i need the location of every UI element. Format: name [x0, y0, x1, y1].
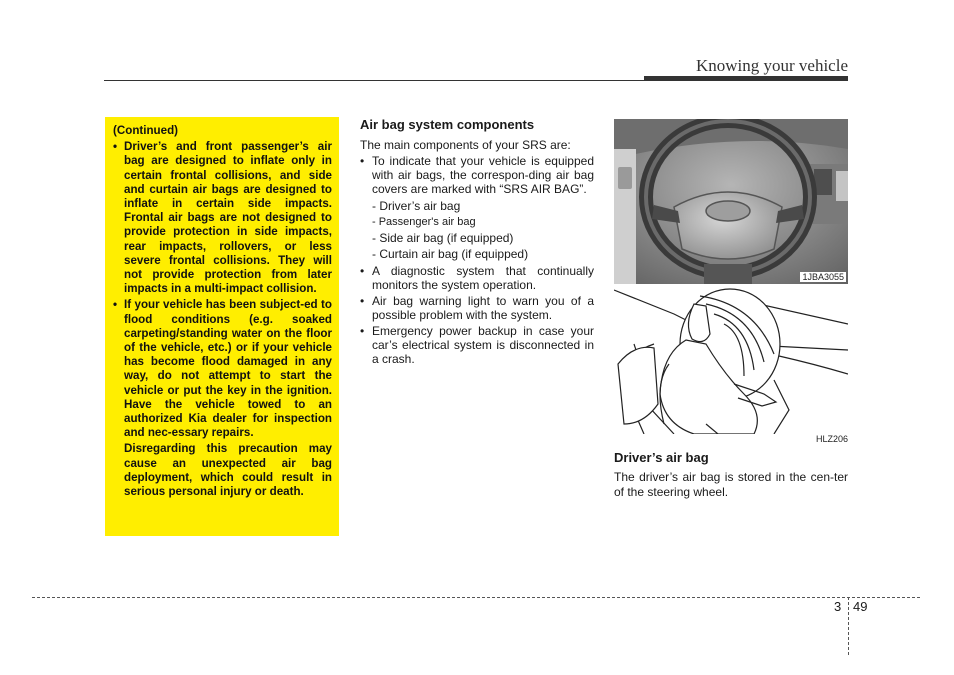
airbag-type-item: - Passenger's air bag	[372, 216, 476, 228]
warning-note: Disregarding this precaution may cause an unexpected air bag deployment, which could result in serious personal injury or death.	[124, 442, 332, 499]
warning-item: • Driver’s and front passenger’s air bag are designed to inflate only in certain frontal collisions, and side and curtain air bags are designed to inflate in certain side impacts. Frontal air bags are not designed to provide protection in side impacts, rear impacts, rollovers, or less severe frontal collisions. They will not provide protection from later impacts in a multi-impact collision.	[113, 140, 332, 296]
header-bar	[644, 76, 848, 81]
steering-wheel-photo	[614, 119, 848, 284]
airbag-types-list	[372, 199, 594, 261]
airbag-deployment-image	[614, 284, 848, 434]
warning-continued: (Continued)	[113, 124, 179, 137]
components-item-text: To indicate that your vehicle is equipped with air bags, the correspon-ding air bag covers are marked with “SRS AIR BAG”.	[372, 154, 594, 196]
components-section	[360, 117, 594, 368]
driver-airbag-illustration	[614, 284, 848, 447]
driver-airbag-text: The driver’s air bag is stored in the cen-ter of the steering wheel.	[614, 470, 848, 499]
airbag-type-item: - Curtain air bag (if equipped)	[372, 247, 529, 261]
components-item: • Air bag warning light to warn you of a possible problem with the system.	[360, 294, 594, 322]
warning-box	[105, 117, 339, 536]
steering-wheel-image	[614, 119, 848, 284]
header-title: Knowing your vehicle	[695, 56, 848, 75]
driver-airbag-section	[614, 450, 848, 500]
photo-code: 1JBA3055	[802, 272, 844, 282]
airbag-type-item: - Side air bag (if equipped)	[372, 231, 514, 245]
components-heading: Air bag system components	[360, 117, 535, 132]
components-item: • A diagnostic system that continually monitors the system operation.	[360, 264, 594, 292]
page-number: 49	[853, 599, 868, 614]
chapter-number: 3	[834, 599, 842, 614]
components-intro: The main components of your SRS are:	[360, 138, 571, 152]
components-item: • Emergency power backup in case your car’s electrical system is disconnected in a crash.	[360, 324, 594, 366]
components-list	[360, 154, 594, 366]
components-item	[360, 154, 594, 261]
illustration-code: HLZ206	[815, 434, 848, 444]
driver-airbag-heading: Driver’s air bag	[614, 450, 709, 465]
warning-item: • If your vehicle has been subject-ed to flood conditions (e.g. soaked carpeting/standing water on the floor of the vehicle, etc.) or if your vehicle has become flood damaged in any way, do not attempt to start the vehicle or put the key in the ignition. Have the vehicle towed to an authorized Kia dealer for inspection and nec-essary repairs.	[113, 298, 332, 440]
footer-rule	[32, 597, 920, 598]
footer-divider	[848, 597, 849, 655]
warning-list	[113, 140, 332, 440]
airbag-type-item: - Driver’s air bag	[372, 199, 461, 213]
